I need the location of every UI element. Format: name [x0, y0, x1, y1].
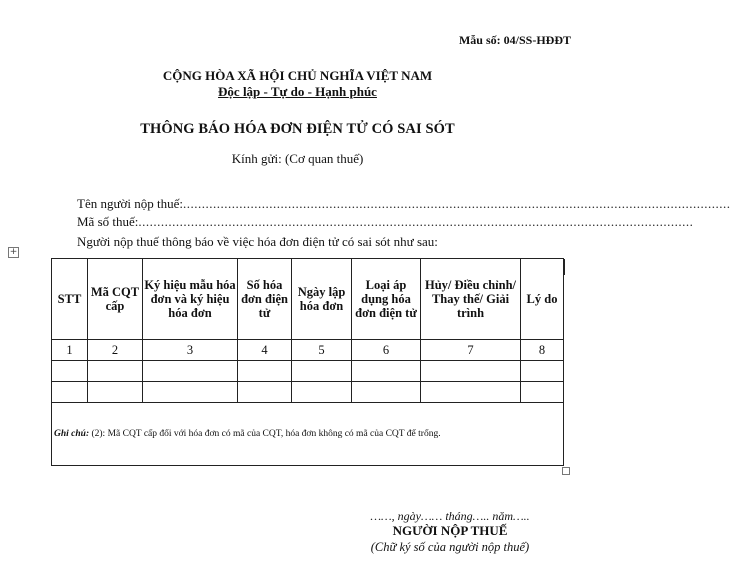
header-cell[interactable]: Lý do	[521, 259, 564, 340]
header-cell[interactable]: STT	[52, 259, 88, 340]
form-number: Mẫu số: 04/SS-HĐĐT	[458, 33, 571, 47]
header-cell[interactable]: Mã CQT cấp	[88, 259, 143, 340]
empty-cell[interactable]	[352, 361, 421, 382]
header-cell[interactable]: Số hóa đơn điện tử	[238, 259, 292, 340]
taxpayer-name-field	[77, 196, 731, 212]
empty-cell[interactable]	[52, 382, 88, 403]
empty-cell[interactable]	[521, 361, 564, 382]
column-number[interactable]: 2	[88, 340, 143, 361]
motto-text: Độc lập - Tự do - Hạnh phúc	[218, 84, 377, 99]
note-text: (2): Mã CQT cấp đối với hóa đơn có mã của CQT, hóa đơn không có mã của CQT để trống.	[89, 429, 441, 439]
column-number[interactable]: 3	[143, 340, 238, 361]
empty-cell[interactable]	[238, 361, 292, 382]
column-number[interactable]: 4	[238, 340, 292, 361]
table-resize-handle[interactable]	[562, 467, 570, 475]
empty-cell[interactable]	[238, 382, 292, 403]
note-cell[interactable]	[52, 403, 564, 466]
column-number[interactable]: 6	[352, 340, 421, 361]
signer-title: NGƯỜI NỘP THUẾ	[392, 523, 508, 538]
document-title: THÔNG BÁO HÓA ĐƠN ĐIỆN TỬ CÓ SAI SÓT	[140, 121, 455, 137]
table-row	[52, 382, 564, 403]
header-cell[interactable]: Ngày lập hóa đơn	[292, 259, 352, 340]
header-cell[interactable]: Ký hiệu mẫu hóa đơn và ký hiệu hóa đơn	[143, 259, 238, 340]
fill-dots: ..................................................................................................................................................	[183, 196, 731, 211]
empty-cell[interactable]	[143, 382, 238, 403]
text-cursor	[564, 259, 565, 275]
empty-cell[interactable]	[292, 361, 352, 382]
national-motto	[0, 84, 595, 100]
header-cell[interactable]: Loại áp dụng hóa đơn điện tử	[352, 259, 421, 340]
move-icon[interactable]: +	[9, 247, 18, 257]
empty-cell[interactable]	[52, 361, 88, 382]
column-number[interactable]: 7	[421, 340, 521, 361]
note-label: Ghi chú:	[54, 429, 90, 439]
column-number[interactable]: 1	[52, 340, 88, 361]
column-number[interactable]: 5	[292, 340, 352, 361]
column-number-row	[52, 340, 564, 361]
taxpayer-name-label: Tên người nộp thuế:	[77, 196, 183, 211]
error-invoice-table	[51, 258, 564, 466]
header-cell[interactable]: Hủy/ Điều chỉnh/ Thay thế/ Giải trình	[421, 259, 521, 340]
recipient-line: Kính gửi: (Cơ quan thuế)	[231, 151, 364, 166]
tax-code-field	[77, 214, 694, 230]
signature-note: (Chữ ký số của người nộp thuế)	[370, 540, 530, 554]
note-row	[52, 403, 564, 466]
fill-dots: ....................................................................................................................................................	[138, 214, 694, 229]
intro-line: Người nộp thuế thông báo về việc hóa đơn điện tử có sai sót như sau:	[77, 234, 438, 249]
tax-code-label: Mã số thuế:	[77, 214, 139, 229]
empty-cell[interactable]	[292, 382, 352, 403]
empty-cell[interactable]	[421, 382, 521, 403]
column-number[interactable]: 8	[521, 340, 564, 361]
empty-cell[interactable]	[352, 382, 421, 403]
table-row	[52, 361, 564, 382]
empty-cell[interactable]	[88, 382, 143, 403]
empty-cell[interactable]	[88, 361, 143, 382]
date-line: ……, ngày…… tháng….. năm…..	[370, 509, 530, 523]
republic-heading: CỘNG HÒA XÃ HỘI CHỦ NGHĨA VIỆT NAM	[162, 68, 433, 83]
empty-cell[interactable]	[521, 382, 564, 403]
empty-cell[interactable]	[143, 361, 238, 382]
empty-cell[interactable]	[421, 361, 521, 382]
header-row	[52, 259, 564, 340]
